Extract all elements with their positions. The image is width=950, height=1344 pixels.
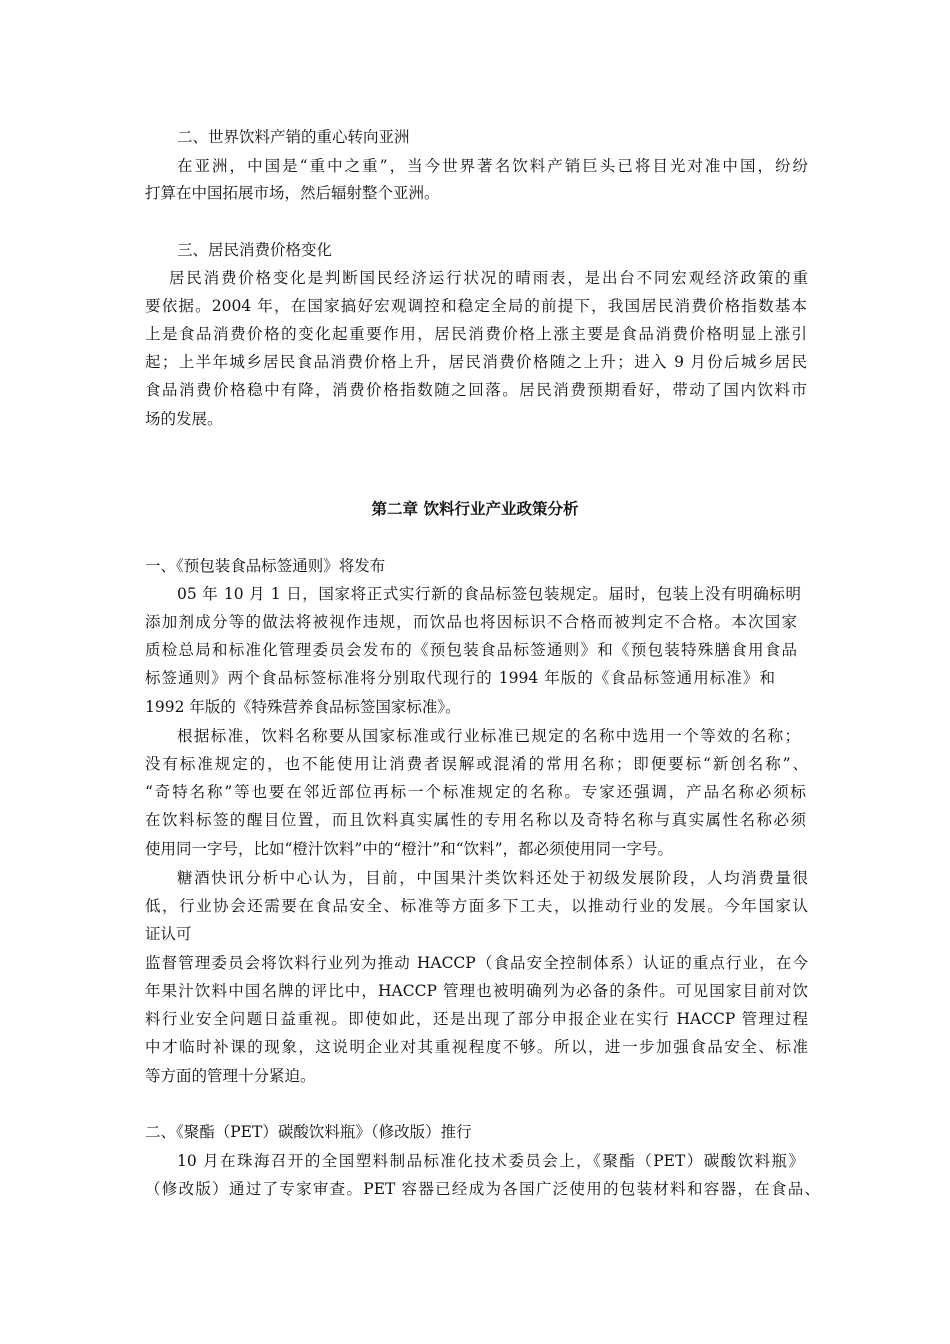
- section-heading-pet-bottle: 二、《聚酯（PET）碳酸饮料瓶》（修改版）推行: [145, 1123, 472, 1141]
- paragraph-line: 居民消费价格变化是判断国民经济运行状况的晴雨表，是出台不同宏观经济政策的重: [169, 269, 808, 287]
- section-heading-asia: 二、世界饮料产销的重心转向亚洲: [177, 128, 410, 146]
- paragraph-line: 等方面的管理十分紧迫。: [145, 1067, 316, 1085]
- paragraph-line: 10 月在珠海召开的全国塑料制品标准化技术委员会上，《聚酯（PET）碳酸饮料瓶》: [177, 1152, 804, 1170]
- paragraph-line: 中才临时补课的现象，这说明企业对其重视程度不够。所以，进一步加强食品安全、标准: [145, 1038, 808, 1056]
- paragraph-line: 05 年 10 月 1 日，国家将正式实行新的食品标签包装规定。届时，包装上没有明确标明: [177, 585, 801, 603]
- paragraph-line: 没有标准规定的，也不能使用让消费者误解或混淆的常用名称；即便要标“新创名称”、: [145, 755, 808, 773]
- paragraph-line: 料行业安全问题日益重视。即使如此，还是出现了部分申报企业在实行 HACCP 管理过程: [145, 1010, 808, 1028]
- paragraph-line: 监督管理委员会将饮料行业列为推动 HACCP（食品安全控制体系）认证的重点行业，在今: [145, 954, 808, 972]
- paragraph-line: 使用同一字号，比如“橙汁饮料”中的“橙汁”和“饮料”，都必须使用同一字号。: [145, 840, 674, 858]
- paragraph-line: 证认可: [145, 925, 192, 943]
- paragraph-line: 在饮料标签的醒目位置，而且饮料真实属性的专用名称以及奇特名称与真实属性名称必须: [145, 811, 806, 829]
- paragraph-line: 1992 年版的《特殊营养食品标签国家标准》。: [145, 698, 461, 716]
- paragraph-line: 糖酒快讯分析中心认为，目前，中国果汁类饮料还处于初级发展阶段，人均消费量很: [177, 869, 808, 887]
- paragraph-line: “奇特名称”等也要在邻近部位再标一个标准规定的名称。专家还强调，产品名称必须标: [145, 783, 806, 801]
- paragraph-line: 打算在中国拓展市场，然后辐射整个亚洲。: [145, 184, 440, 202]
- paragraph-line: 根据标准，饮料名称要从国家标准或行业标准已规定的名称中选用一个等效的名称；: [177, 727, 800, 745]
- section-heading-label-rules: 一、《预包装食品标签通则》将发布: [145, 557, 386, 575]
- paragraph-line: 质检总局和标准化管理委员会发布的《预包装食品标签通则》和《预包装特殊膳食用食品: [145, 641, 797, 659]
- chapter-title: 第二章 饮料行业产业政策分析: [371, 500, 579, 518]
- paragraph-line: 添加剂成分等的做法将被视作违规，而饮品也将因标识不合格而被判定不合格。本次国家: [145, 613, 797, 631]
- paragraph-line: （修改版）通过了专家审查。PET 容器已经成为各国广泛使用的包装材料和容器，在食品、: [145, 1180, 820, 1198]
- section-heading-cpi: 三、居民消费价格变化: [177, 241, 333, 259]
- paragraph-line: 在亚洲，中国是“重中之重”，当今世界著名饮料产销巨头已将目光对准中国，纷纷: [177, 157, 808, 175]
- paragraph-line: 起；上半年城乡居民食品消费价格上升，居民消费价格随之上升；进入 9 月份后城乡居民: [145, 353, 807, 371]
- paragraph-line: 上是食品消费价格的变化起重要作用，居民消费价格上涨主要是食品消费价格明显上涨引: [145, 325, 807, 343]
- paragraph-line: 要依据。2004 年，在国家搞好宏观调控和稳定全局的前提下，我国居民消费价格指数基本: [145, 297, 807, 315]
- paragraph-line: 低，行业协会还需要在食品安全、标准等方面多下工夫，以推动行业的发展。今年国家认: [145, 897, 808, 915]
- paragraph-line: 食品消费价格稳中有降，消费价格指数随之回落。居民消费预期看好，带动了国内饮料市: [145, 381, 807, 399]
- paragraph-line: 场的发展。: [145, 410, 223, 428]
- paragraph-line: 标签通则》两个食品标签标准将分别取代现行的 1994 年版的《食品标签通用标准》和: [145, 669, 775, 687]
- paragraph-line: 年果汁饮料中国名牌的评比中，HACCP 管理也被明确列为必备的条件。可见国家目前对饮: [145, 982, 808, 1000]
